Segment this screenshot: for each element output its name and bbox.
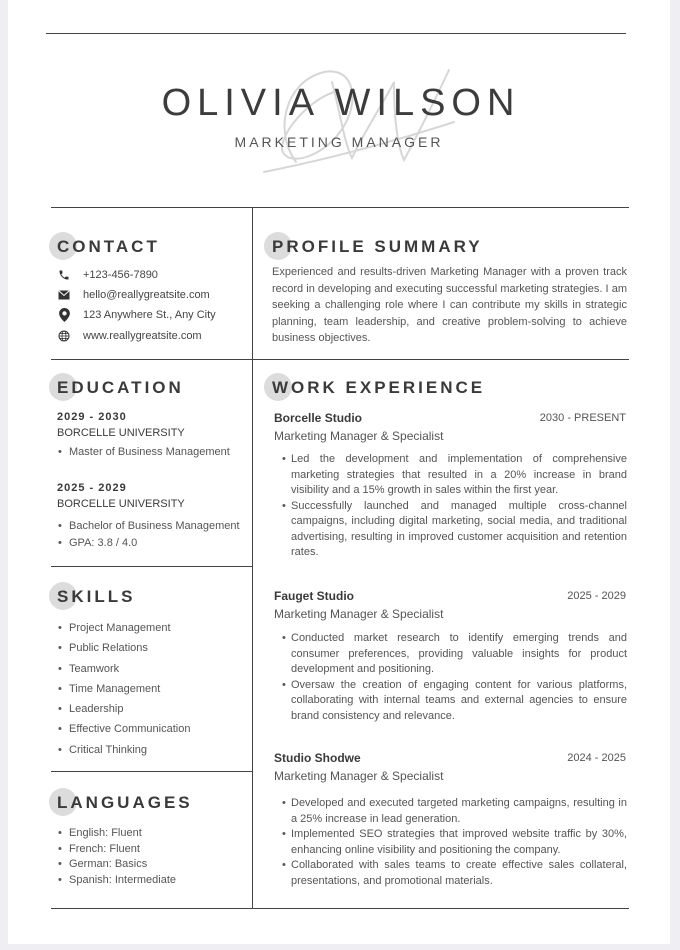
education-years-1: 2029 - 2030 — [57, 411, 127, 423]
job-date-2: 2025 - 2029 — [567, 590, 626, 602]
column-divider — [252, 207, 253, 909]
candidate-role: MARKETING MANAGER — [234, 134, 444, 150]
row-rule-1 — [51, 359, 629, 360]
list-item: • Successfully launched and managed multiple cross-channel campaigns, including digital marketing, social media, and traditional advertising, resulting in improved customer acquisition and retention rates. — [282, 499, 627, 561]
job-bullets-3 — [282, 796, 627, 889]
list-item: • English: Fluent — [57, 826, 176, 842]
education-heading: EDUCATION — [57, 378, 184, 398]
list-item: • Conducted market research to identify emerging trends and consumer preferences, providing valuable insights for product development and positioning. — [282, 631, 627, 678]
job-bullets-2 — [282, 631, 627, 724]
list-item: • Public Relations — [57, 638, 190, 658]
candidate-name: OLIVIA WILSON — [161, 82, 521, 124]
top-rule — [46, 33, 626, 34]
list-item: • Oversaw the creation of engaging content for various platforms, collaborating with internal teams and external agencies to ensure brand consistency and relevance. — [282, 678, 627, 725]
list-item: • Implemented SEO strategies that improved website traffic by 30%, enhancing online visibility and positioning the company. — [282, 827, 627, 858]
email-icon — [57, 288, 71, 302]
contact-phone — [57, 268, 158, 282]
list-item: • Time Management — [57, 679, 190, 699]
contact-phone-text: +123-456-7890 — [83, 269, 158, 281]
education-school-2: BORCELLE UNIVERSITY — [57, 498, 185, 510]
list-item: • German: Basics — [57, 857, 176, 873]
list-item: • Master of Business Management — [57, 446, 230, 458]
contact-website — [57, 329, 202, 343]
contact-email-text: hello@reallygreatsite.com — [83, 289, 210, 301]
contact-website-text: www.reallygreatsite.com — [83, 330, 202, 342]
list-item: • Collaborated with sales teams to create effective sales collateral, presentations, and promotional materials. — [282, 858, 627, 889]
list-item: • Developed and executed targeted marketing campaigns, resulting in a 25% increase in lead generation. — [282, 796, 627, 827]
list-item: • GPA: 3.8 / 4.0 — [57, 535, 240, 552]
list-item: • Project Management — [57, 618, 190, 638]
languages-heading: LANGUAGES — [57, 793, 193, 813]
list-item: • Effective Communication — [57, 719, 190, 739]
education-years-2: 2025 - 2029 — [57, 482, 127, 494]
bottom-rule — [51, 908, 629, 909]
list-item: • Led the development and implementation of comprehensive marketing strategies that resulted in a 20% increase in brand visibility and a 15% growth in sales within the first year. — [282, 452, 627, 499]
resume-page — [8, 0, 670, 944]
left-rule-2 — [51, 566, 252, 567]
education-details-2 — [57, 518, 240, 552]
job-company-2: Fauget Studio — [274, 589, 354, 603]
job-company-1: Borcelle Studio — [274, 411, 363, 425]
left-rule-3 — [51, 771, 252, 772]
languages-list — [57, 826, 176, 888]
job-date-1: 2030 - PRESENT — [539, 412, 626, 424]
location-icon — [57, 308, 71, 322]
list-item: • Spanish: Intermediate — [57, 873, 176, 889]
job-date-3: 2024 - 2025 — [567, 752, 626, 764]
education-school-1: BORCELLE UNIVERSITY — [57, 427, 185, 439]
globe-icon — [57, 329, 71, 343]
contact-address-text: 123 Anywhere St., Any City — [83, 309, 216, 321]
job-position-2: Marketing Manager & Specialist — [274, 607, 444, 621]
job-company-3: Studio Shodwe — [274, 751, 361, 765]
profile-text: Experienced and results-driven Marketing Manager with a proven track record in developing and executing successful marketing strategies. I am seeking a challenging role where I can contribute my skills in strategic planning, team leadership, and creative problem-solving to achieve business objectives. — [272, 266, 627, 344]
list-item: • French: Fluent — [57, 842, 176, 858]
phone-icon — [57, 268, 71, 282]
list-item: • Bachelor of Business Management — [57, 518, 240, 535]
education-details-1 — [57, 446, 230, 458]
contact-email — [57, 288, 210, 302]
job-bullets-1 — [282, 452, 627, 561]
skills-list — [57, 618, 190, 760]
job-position-3: Marketing Manager & Specialist — [274, 769, 444, 783]
profile-heading: PROFILE SUMMARY — [272, 237, 483, 257]
job-position-1: Marketing Manager & Specialist — [274, 429, 444, 443]
contact-heading: CONTACT — [57, 237, 160, 257]
list-item: • Teamwork — [57, 659, 190, 679]
contact-address — [57, 308, 216, 322]
header-rule — [51, 207, 629, 208]
list-item: • Leadership — [57, 699, 190, 719]
skills-heading: SKILLS — [57, 587, 135, 607]
list-item: • Critical Thinking — [57, 740, 190, 760]
work-heading: WORK EXPERIENCE — [272, 378, 485, 398]
